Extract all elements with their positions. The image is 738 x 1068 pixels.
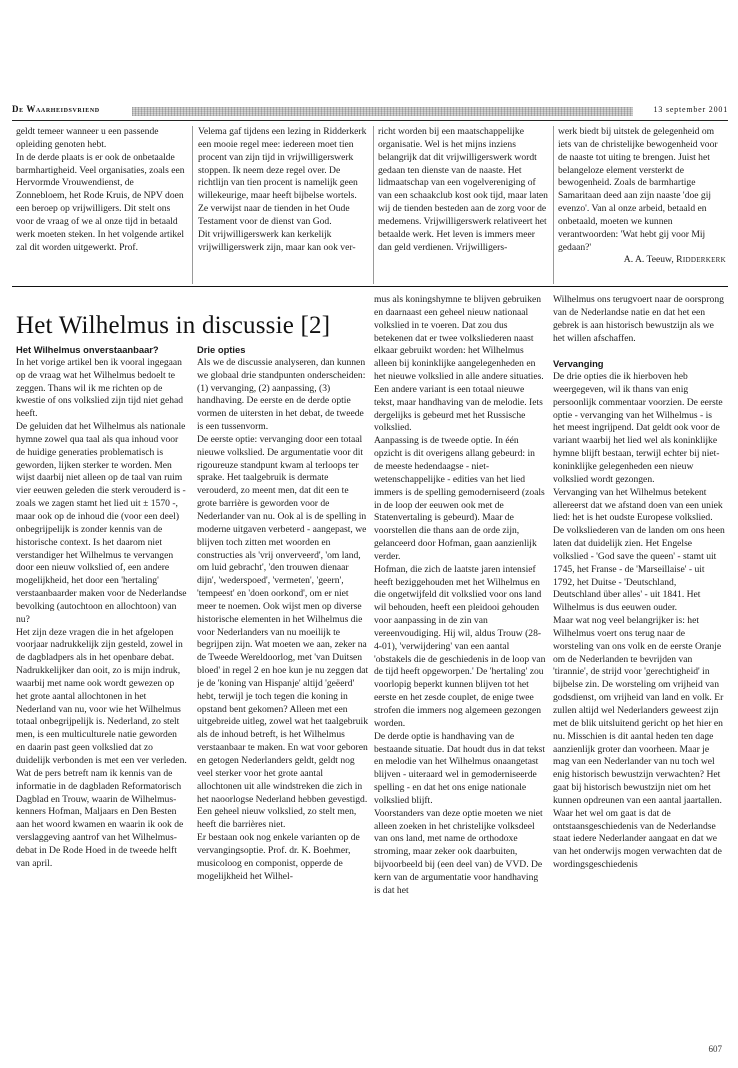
paragraph: Maar wat nog veel belangrijker is: het Wilhelmus voert ons terug naar de worsteling van ons volk en de eerste Oranje om de Nederlanden te bevrijden van 'tirannie', de strijd voor 'gerechtigheid' in bijbelse zin. De worsteling om vrijheid van godsdienst, om vrijheid van land en volk. Er zullen altijd wel Nederlanders geweest zijn met de blik uitsluitend gericht op het hier en nu. Misschien is dit aantal heden ten dage aanzienlijk groter dan voorheen. Maar je mag van een Nederlander van nu toch wel enig historisch bewustzijn verwachten? Het gaat bij historisch bewustzijn niet om het kunnen opdreunen van een aantal jaartallen. Waar het wel om gaat is dat de ontstaansgeschiedenis van de Nederlandse staat iedere Nederlander aangaat en dat we van het onderwijs mogen verwachten dat de wordingsgeschiedenis [553,615,724,871]
article-title: Het Wilhelmus in discussie [2] [16,312,331,339]
paragraph: Er bestaan ook nog enkele varianten op de vervangingsoptie. Prof. dr. K. Boehmer, musicoloog en componist, opperde de mogelijkheid het Wilhel- [197,832,360,882]
article-column-4 [553,294,725,1044]
header-rule [12,120,728,121]
running-header [12,104,728,120]
column-separator [192,126,193,284]
article-column-2 [197,344,369,1044]
article-column-1 [16,344,188,1044]
author-name: A. A. Teeuw, [623,254,677,266]
paragraph: Hofman, die zich de laatste jaren intensief heeft beziggehouden met het Wilhelmus en die ongetwijfeld dit volkslied voor ons land wil behouden, heeft een pleidooi gehouden voor aanpassing in de zin van vereenvoudiging. Hij wil, aldus Trouw (28-4-01), 'verwijdering' van een aantal 'obstakels die de geschiedenis in de loop van de tijd heeft opgeworpen.' De 'hertaling' zou voorlopig beperkt kunnen blijven tot het eerste en het zesde couplet, de enige twee strofen die immers nog algemeen gezongen worden. [374,563,546,729]
top-article-column-1 [16,126,186,286]
paragraph: De eerste optie: vervanging door een totaal nieuwe volkslied. De argumentatie voor dit rigoureuze standpunt kwam al terloops ter sprake. Het taalgebruik is dermate verouderd, zo meent men, dat dit een te grote barrière is geworden voor de Nederlander van nu. Ook al is de spelling in moderne uitgaven verbeterd - aangepast, we blijven toch zitten met woorden en constructies als 'vrij onverveerd', 'om land, om luid gebracht', 'den trouwen dienaar dijn', 'wederspoed', 'vermeten', 'geern', 'tempeest' en 'doen oorkond', om er niet meer te noemen. Ook wijst men op diverse historische elementen in het Wilhelmus die voor Nederlanders van nu moeilijk te begrijpen zijn. Wat moeten we aan, zeker na de Tweede Wereldoorlog, met 'van Duitsen bloed' in regel 2 en hoe kun je nu zeggen dat je de 'koning van Hispanje' altijd 'geëerd' hebt, terwijl je toch tegen die koning in opstand bent gekomen? Alleen met een uitgebreide uitleg, zowel wat het taalgebruik als de inhoud betreft, is het Wilhelmus verstaanbaar te maken. En wat voor geboren en getogen Nederlanders geldt, geldt nog veel sterker voor het grote aantal allochtonen uit alle windstreken die zich in het naoorlogse Nederland hebben gevestigd. Een geheel nieuw volkslied, zo stelt men, heeft die barrières niet. [197,433,369,831]
paragraph: Velema gaf tijdens een lezing in Ridderkerk een mooie regel mee: iedereen moet tien procent van zijn tijd in vrijwilligerswerk stoppen. Ik neem deze regel over. De richtlijn van tien procent is namelijk geen willekeurige, maar heeft bijbelse wortels. Ze verwijst naar de tienden in het Oude Testament voor de dienst van God. [198,126,367,227]
paragraph: Wilhelmus ons terugvoert naar de oorsprong van de Nederlandse natie en dat het een gebrek is aan historisch bewustzijn als we het willen afschaffen. [553,294,724,344]
top-article-column-2 [198,126,368,286]
paragraph: In de derde plaats is er ook de onbetaalde barmhartigheid. Veel organisaties, zoals een Hervormde Vrouwendienst, de Zonnebloem, het Rode Kruis, de NPV doen een beroep op vrijwilligers. Dit stelt ons voor de vraag of we al onze tijd in betaald werk moeten steken. In het volgende artikel zal dit worden uitgewerkt. Prof. [16,151,185,253]
paragraph: De geluiden dat het Wilhelmus als nationale hymne zowel qua taal als qua inhoud voor de huidige generaties problematisch is geworden, lijken sterker te worden. Men wijst daarbij niet alleen op de taal van ruim vier eeuwen geleden die sterk verouderd is - zoals we zagen stamt het lied uit ± 1570 -, maar ook op de inhoud die (voor een deel) onbegrijpelijk is zonder kennis van de historische context. Is het daarom niet verstandiger het Wilhelmus te vervangen door een nieuw volkslied of, een andere mogelijkheid, het door een 'hertaling' verstaanbaarder maken voor de Nederlandse bevolking (autochtoon en allochtoon) van nu? [16,421,187,625]
paragraph: mus als koningshymne te blijven gebruiken en daarnaast een geheel nieuw nationaal volkslied in te voeren. Dat zou dus betekenen dat er twee volksliederen naast elkaar gebruikt worden: het Wilhelmus alleen bij koninklijke aangelegenheden en het nieuwe volkslied in alle andere situaties. Een andere variant is een totaal nieuwe tekst, maar handhaving van de melodie. Iets dergelijks is gebeurd met het Russische volkslied. [374,294,544,434]
paragraph: Als we de discussie analyseren, dan kunnen we globaal drie standpunten onderscheiden: (1) vervanging, (2) aanpassing, (3) handhaving. De eerste en de derde optie vormen de uitersten in het debat, de tweede is een tussenvorm. [197,356,366,433]
top-article-column-4 [558,126,726,286]
article-column-3 [374,294,546,1044]
author-signature [558,254,726,267]
section-heading: Drie opties [197,344,246,355]
page-number: 607 [708,1044,722,1054]
paragraph: Aanpassing is de tweede optie. In één opzicht is dit overigens allang gebeurd: in de meeste hedendaagse - niet-wetenschappelijke - edities van het lied immers is de spelling gemoderniseerd (zoals in de loop der eeuwen ook met de Statenvertaling is gebeurd). Maar de voorstellen die thans aan de orde zijn, gelanceerd door Hofman, gaan aanzienlijk verder. [374,435,545,562]
paragraph: Dit vrijwilligerswerk kan kerkelijk vrijwilligerswerk zijn, maar kan ook ver- [198,228,356,253]
article-divider-rule [12,286,728,287]
paragraph: richt worden bij een maatschappelijke organisatie. Wel is het mijns inziens belangrijk dat dit vrijwilligerswerk wordt gedaan ten dienste van de naaste. Het lidmaatschap van een vogelvereniging of van een schaakclub kost ook tijd, maar laten wij de tienden besteden aan de zorg voor de medemens. Vrijwilligerswerk relativeert het betaalde werk. Het leven is immers meer dan geld verdienen. Vrijwilligers- [378,126,548,253]
paragraph: Voorstanders van deze optie moeten we niet alleen zoeken in het christelijke volksdeel van ons land, met name de orthodoxe stroming, maar zeker ook daarbuiten, bijvoorbeeld bij (een deel van) de VVD. De kern van de argumentatie voor handhaving is dat het [374,807,543,896]
column-separator [553,126,554,284]
author-place: Ridderkerk [676,254,726,266]
paragraph: In het vorige artikel ben ik vooral ingegaan op de vraag wat het Wilhelmus bedoelt te zeggen. Thans wil ik me richten op de kwestie of ons volkslied zijn tijd niet gehad heeft. [16,356,184,420]
column-separator [373,126,374,284]
paragraph: De derde optie is handhaving van de bestaande situatie. Dat houdt dus in dat tekst en melodie van het Wilhelmus onaangetast blijven - uiteraard wel in gemoderniseerde spelling - en dat het ons enige nationale volkslied blijft. [374,730,546,806]
issue-date: 13 september 2001 [653,105,728,114]
header-texture-band [132,107,633,116]
paragraph: geldt temeer wanneer u een passende opleiding genoten hebt. [16,126,159,150]
section-heading: Het Wilhelmus onverstaanbaar? [16,344,159,355]
masthead: De Waarheidsvriend [12,104,100,114]
section-heading: Vervanging [553,358,604,370]
top-article-column-3 [378,126,548,286]
paragraph: werk biedt bij uitstek de gelegenheid om iets van de christelijke bewogenheid voor de naaste tot uiting te brengen. Juist het belangeloze element versterkt de bewogenheid. Zoals de barmhartige Samaritaan deed aan zijn naaste 'doe gij evenzo'. Van al onze arbeid, betaald en onbetaald, moeten we kunnen verantwoorden: 'Wat hebt gij voor Mij gedaan?' [558,126,718,253]
paragraph: Het zijn deze vragen die in het afgelopen voorjaar nadrukkelijk zijn gesteld, zowel in de dagbladpers als in het openbare debat. Nadrukkelijker dan ooit, zo is mijn indruk, waarbij met name ook wordt gewezen op het grote aantal allochtonen in het Nederland van nu, voor wie het Wilhelmus totaal onbegrijpelijk is. Nederland, zo stelt men, is een multiculturele natie geworden en daarin past geen volkslied dat zo duidelijk verbonden is met een ver verleden. Wat de pers betreft nam ik kennis van de informatie in de dagbladen Reformatorisch Dagblad en Trouw, waarin de Wilhelmus-kenners Hofman, Maljaars en Den Besten aan het woord kwamen en waarin ik ook de verslaggeving aantrof van het Wilhelmus-debat in De Rode Hoed in de tweede helft van april. [16,626,187,869]
paragraph: Vervanging van het Wilhelmus betekent allereerst dat we afstand doen van een uniek lied: het is het oudste Europese volkslied. De volksliederen van de landen om ons heen laten dat duidelijk zien. Het Engelse volkslied - 'God save the queen' - stamt uit 1745, het Franse - de 'Marseillaise' - uit 1792, het Duitse - 'Deutschland, Deutschland über alles' - uit 1841. Het Wilhelmus is dus eeuwen ouder. [553,486,725,614]
paragraph: De drie opties die ik hierboven heb weergegeven, wil ik thans van enig persoonlijk commentaar voorzien. De eerste optie - vervanging van het Wilhelmus - is het meest ingrijpend. Dat geldt ook voor de variant waarbij het lied wel als koninklijke hymne blijft bestaan, terwijl echter bij niet-koninklijke gelegenheden een nieuw volkslied wordt gezongen. [553,371,723,485]
